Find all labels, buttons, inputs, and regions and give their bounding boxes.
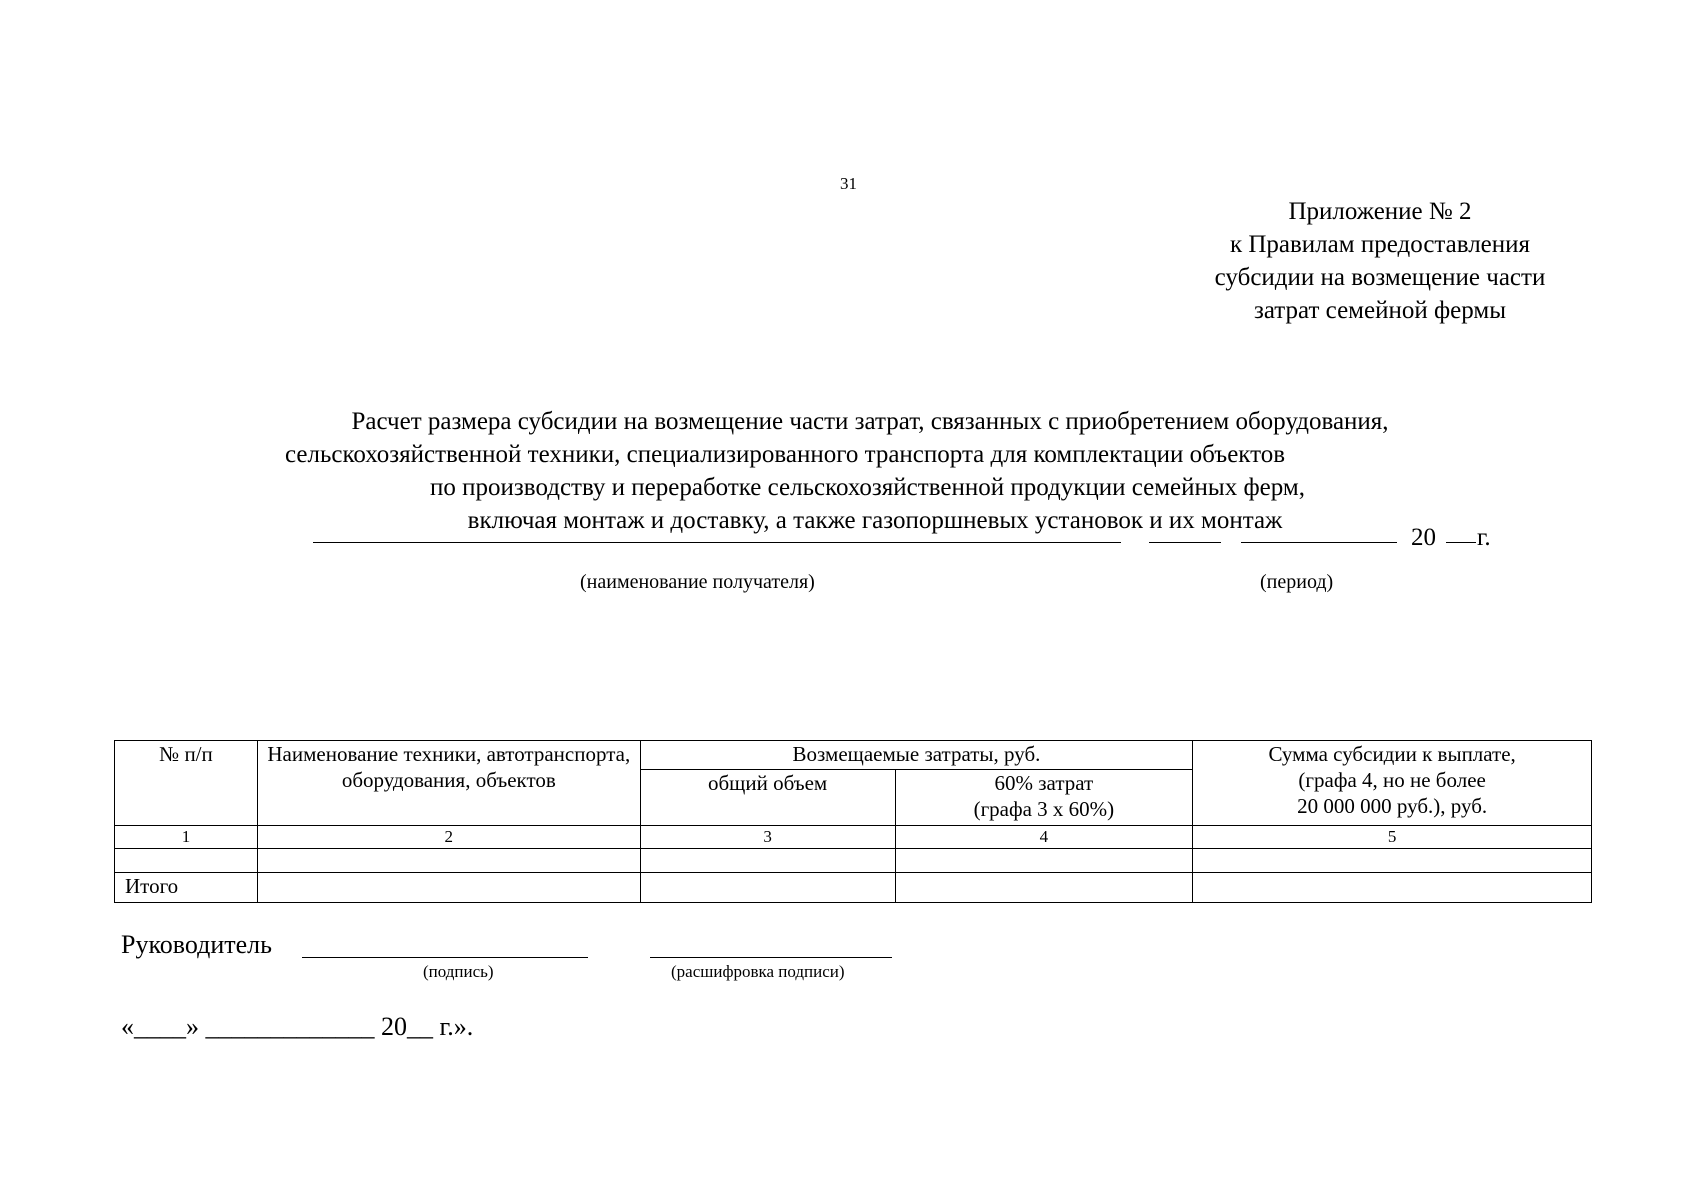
header-costs-group: Возмещаемые затраты, руб. — [640, 741, 1193, 770]
table-cell[interactable] — [1193, 849, 1592, 873]
header-number: № п/п — [115, 741, 258, 826]
header-subsidy — [1193, 741, 1592, 826]
header-subsidy-line: Сумма субсидии к выплате, — [1268, 742, 1516, 766]
column-number: 2 — [257, 826, 640, 849]
table-cell[interactable] — [257, 849, 640, 873]
header-60-percent-line: (графа 3 х 60%) — [973, 797, 1115, 821]
appendix-header — [1170, 195, 1590, 327]
recipient-caption: (наименование получателя) — [580, 571, 815, 593]
table-header-row — [115, 741, 1592, 770]
signature-decode-caption: (расшифровка подписи) — [671, 962, 845, 981]
header-subsidy-line: (графа 4, но не более — [1298, 768, 1486, 792]
signature-blank[interactable] — [302, 957, 588, 958]
year-prefix: 20 — [1411, 524, 1436, 551]
signature-decode-blank[interactable] — [650, 957, 892, 958]
table-cell[interactable] — [640, 873, 895, 903]
signer-position: Руководитель — [121, 930, 272, 959]
table-cell[interactable] — [1193, 873, 1592, 903]
header-60-percent — [895, 770, 1193, 826]
period-blank-2[interactable] — [1241, 542, 1397, 543]
column-number: 5 — [1193, 826, 1592, 849]
total-label: Итого — [115, 873, 258, 903]
table-cell[interactable] — [115, 849, 258, 873]
year-suffix: г. — [1477, 524, 1491, 551]
column-number: 3 — [640, 826, 895, 849]
year-blank[interactable] — [1446, 542, 1476, 543]
appendix-line: затрат семейной фермы — [1253, 297, 1506, 324]
total-row — [115, 873, 1592, 903]
title-line: Расчет размера субсидии на возмещение части затрат, связанных с приобретением оборудования, — [351, 408, 1389, 435]
appendix-line: Приложение № 2 — [1288, 198, 1472, 225]
title-line: сельскохозяйственной техники, специализированного транспорта для комплектации объектов — [284, 441, 1286, 468]
page-number: 31 — [840, 174, 857, 193]
column-number-row — [115, 826, 1592, 849]
appendix-line: к Правилам предоставления — [1229, 231, 1531, 258]
period-blank-1[interactable] — [1149, 542, 1221, 543]
table-cell[interactable] — [895, 873, 1193, 903]
title-line: по производству и переработке сельскохозяйственной продукции семейных ферм, — [430, 474, 1305, 501]
header-subsidy-line: 20 000 000 руб.), руб. — [1297, 794, 1488, 818]
document-title — [150, 405, 1650, 537]
column-number: 1 — [115, 826, 258, 849]
column-number: 4 — [895, 826, 1193, 849]
appendix-line: субсидии на возмещение части — [1214, 264, 1546, 291]
period-caption: (период) — [1260, 571, 1334, 593]
header-60-percent-line: 60% затрат — [994, 771, 1094, 795]
table-row — [115, 849, 1592, 873]
signature-caption: (подпись) — [423, 962, 494, 981]
title-line: включая монтаж и доставку, а также газопоршневых установок и их монтаж — [467, 507, 1283, 534]
table-cell[interactable] — [895, 849, 1193, 873]
date-line: «____» _____________ 20__ г.». — [121, 1012, 474, 1041]
calculation-table — [114, 740, 1592, 903]
recipient-name-blank[interactable] — [313, 542, 1121, 543]
header-name: Наименование техники, автотранспорта, оборудования, объектов — [257, 741, 640, 826]
header-total-volume: общий объем — [640, 770, 895, 826]
table-cell[interactable] — [257, 873, 640, 903]
table-cell[interactable] — [640, 849, 895, 873]
